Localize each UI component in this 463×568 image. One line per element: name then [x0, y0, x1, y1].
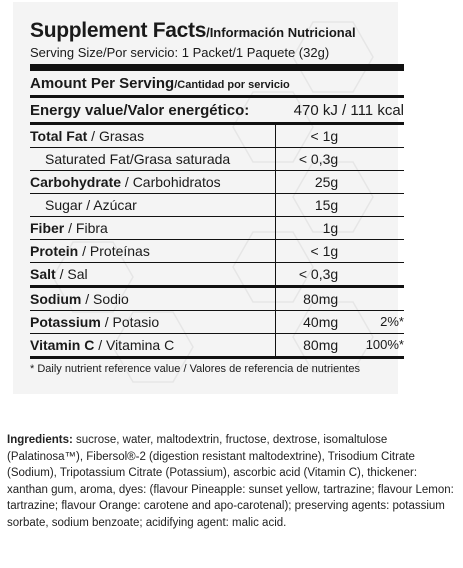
nutrient-dv	[340, 194, 404, 216]
nutrient-dv: 2%*	[380, 314, 404, 329]
nutrient-dv	[340, 263, 404, 285]
ingredients-list: sucrose, water, maltodextrin, fructose, dextrose, isomaltulose (Palatinosa™), Fibersol®-2 (digestion resistant maltodextrine), Trisodium Citrate (Sodium), Tripotassium Citrate (Potassium), ascorbic acid (Vitamin C), thickener: xanthan gum, aroma, dyes: (flavour Pineapple: sunset yellow, tartrazine; flavour Lemon: tartrazine; flavour Orange: carotene and apo-carotenal); preserving agents: potassium sorbate, sodium benzoate; acidifying agent: malic acid.	[7, 434, 454, 529]
nutrient-label: Potassium / Potasio	[30, 314, 160, 330]
supplement-facts-panel	[13, 2, 404, 394]
nutrient-amount: < 0,3g	[275, 148, 340, 170]
nutrient-amount: 25g	[275, 171, 340, 193]
energy-row	[30, 98, 404, 122]
nutrient-amount: < 0,3g	[275, 263, 340, 285]
nutrient-label: Saturated Fat/Grasa saturada	[45, 151, 231, 167]
nutrient-dv	[340, 217, 404, 239]
nutrient-row-saturated-fat	[30, 148, 404, 171]
nutrient-dv	[340, 288, 404, 310]
title-sub: /Información Nutricional	[206, 25, 356, 40]
nutrient-amount: 40mg	[275, 311, 340, 333]
nutrient-row-vitamin-c	[30, 334, 404, 356]
energy-label: Energy value/Valor energético:	[30, 102, 250, 119]
nutrient-dv	[340, 240, 404, 262]
nutrient-amount: < 1g	[275, 125, 340, 147]
nutrient-label: Sodium / Sodio	[30, 291, 129, 307]
nutrient-label: Fiber / Fibra	[30, 220, 108, 236]
nutrient-label: Sugar / Azúcar	[45, 197, 137, 213]
nutrient-amount: 80mg	[275, 334, 340, 356]
nutrient-amount: 80mg	[275, 288, 340, 310]
nutrient-label: Protein / Proteínas	[30, 243, 150, 259]
nutrient-dv	[340, 148, 404, 170]
amount-per-serving-main: Amount Per Serving	[30, 75, 175, 92]
nutrient-dv	[340, 171, 404, 193]
title-main: Supplement Facts	[30, 19, 207, 42]
nutrient-row-potassium	[30, 311, 404, 334]
footnote: * Daily nutrient reference value / Valores de referencia de nutrientes	[30, 363, 360, 375]
nutrient-row-fiber	[30, 217, 404, 240]
ingredients-label: Ingredients:	[7, 434, 73, 446]
nutrient-row-protein	[30, 240, 404, 263]
facts-table	[30, 19, 404, 375]
nutrient-amount: 15g	[275, 194, 340, 216]
amount-per-serving	[30, 71, 404, 95]
nutrient-row-salt	[30, 263, 404, 288]
amount-per-serving-sub: /Cantidad por servicio	[174, 79, 290, 91]
nutrient-dv: 100%*	[365, 337, 404, 352]
nutrient-label: Total Fat / Grasas	[30, 128, 145, 144]
divider	[30, 356, 404, 359]
nutrient-amount: < 1g	[275, 240, 340, 262]
thick-divider	[30, 64, 404, 71]
nutrient-row-carbohydrate	[30, 171, 404, 194]
nutrient-label: Carbohydrate / Carbohidratos	[30, 174, 221, 190]
energy-value: 470 kJ / 111 kcal	[293, 102, 404, 119]
nutrient-label: Salt / Sal	[30, 266, 88, 282]
nutrient-dv	[340, 125, 404, 147]
title	[30, 19, 404, 43]
nutrient-amount: 1g	[275, 217, 340, 239]
ingredients-text	[7, 432, 455, 531]
nutrient-row-sugar	[30, 194, 404, 217]
nutrient-label: Vitamin C / Vitamina C	[30, 337, 175, 353]
nutrient-row-total-fat	[30, 125, 404, 148]
nutrient-row-sodium	[30, 288, 404, 311]
serving-size: Serving Size/Por servicio: 1 Packet/1 Paquete (32g)	[30, 45, 330, 60]
